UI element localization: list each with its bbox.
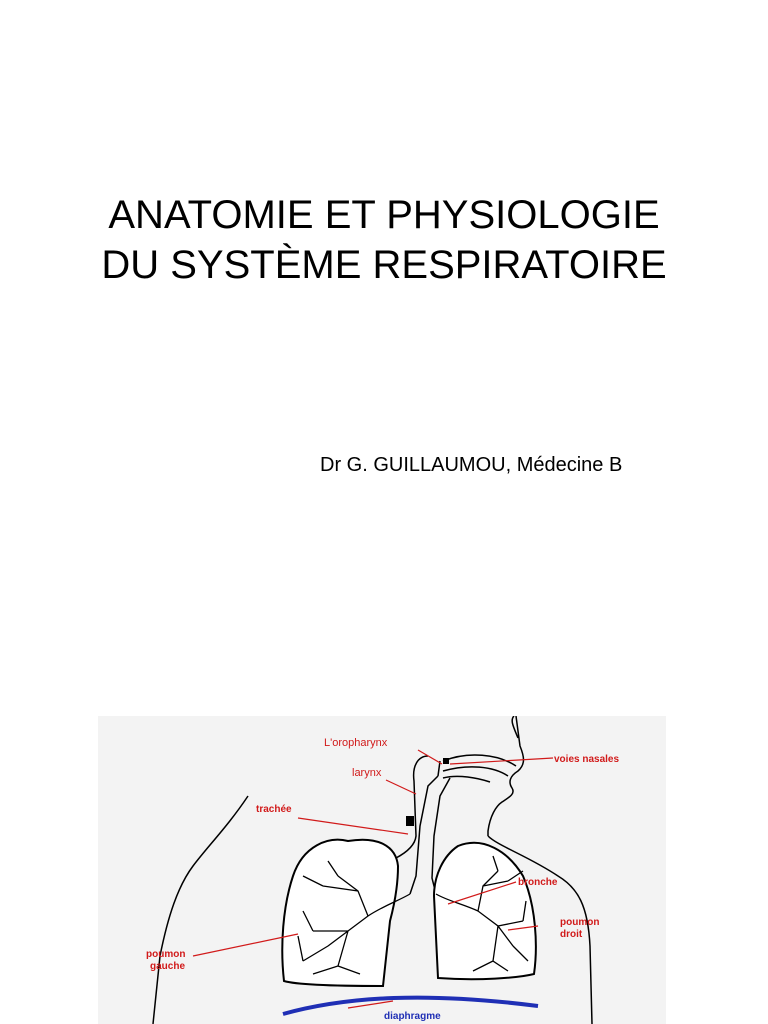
oropharynx-mark xyxy=(443,758,449,764)
slide-title xyxy=(0,190,768,290)
label-poumon-gauche-1: poumon xyxy=(146,949,186,960)
label-poumon-droit-2: droit xyxy=(560,929,583,940)
respiratory-system-diagram xyxy=(98,716,666,1024)
label-voies-nasales: voies nasales xyxy=(554,754,620,765)
label-larynx: larynx xyxy=(352,767,382,779)
diagram-canvas xyxy=(98,716,666,1024)
label-oropharynx: L'oropharynx xyxy=(324,737,388,749)
label-poumon-droit-1: poumon xyxy=(560,917,600,928)
label-trachee: trachée xyxy=(256,804,292,815)
label-poumon-gauche-2: gauche xyxy=(150,961,186,972)
larynx-mark xyxy=(406,816,414,826)
slide-title-line-1: ANATOMIE ET PHYSIOLOGIE xyxy=(108,193,660,237)
label-bronche: bronche xyxy=(518,877,558,888)
label-diaphragme: diaphragme xyxy=(384,1011,441,1022)
left-lung xyxy=(282,840,398,986)
slide-author: Dr G. GUILLAUMOU, Médecine B xyxy=(320,454,623,476)
slide-title-line-2: DU SYSTÈME RESPIRATOIRE xyxy=(101,243,667,287)
right-lung xyxy=(434,843,536,979)
